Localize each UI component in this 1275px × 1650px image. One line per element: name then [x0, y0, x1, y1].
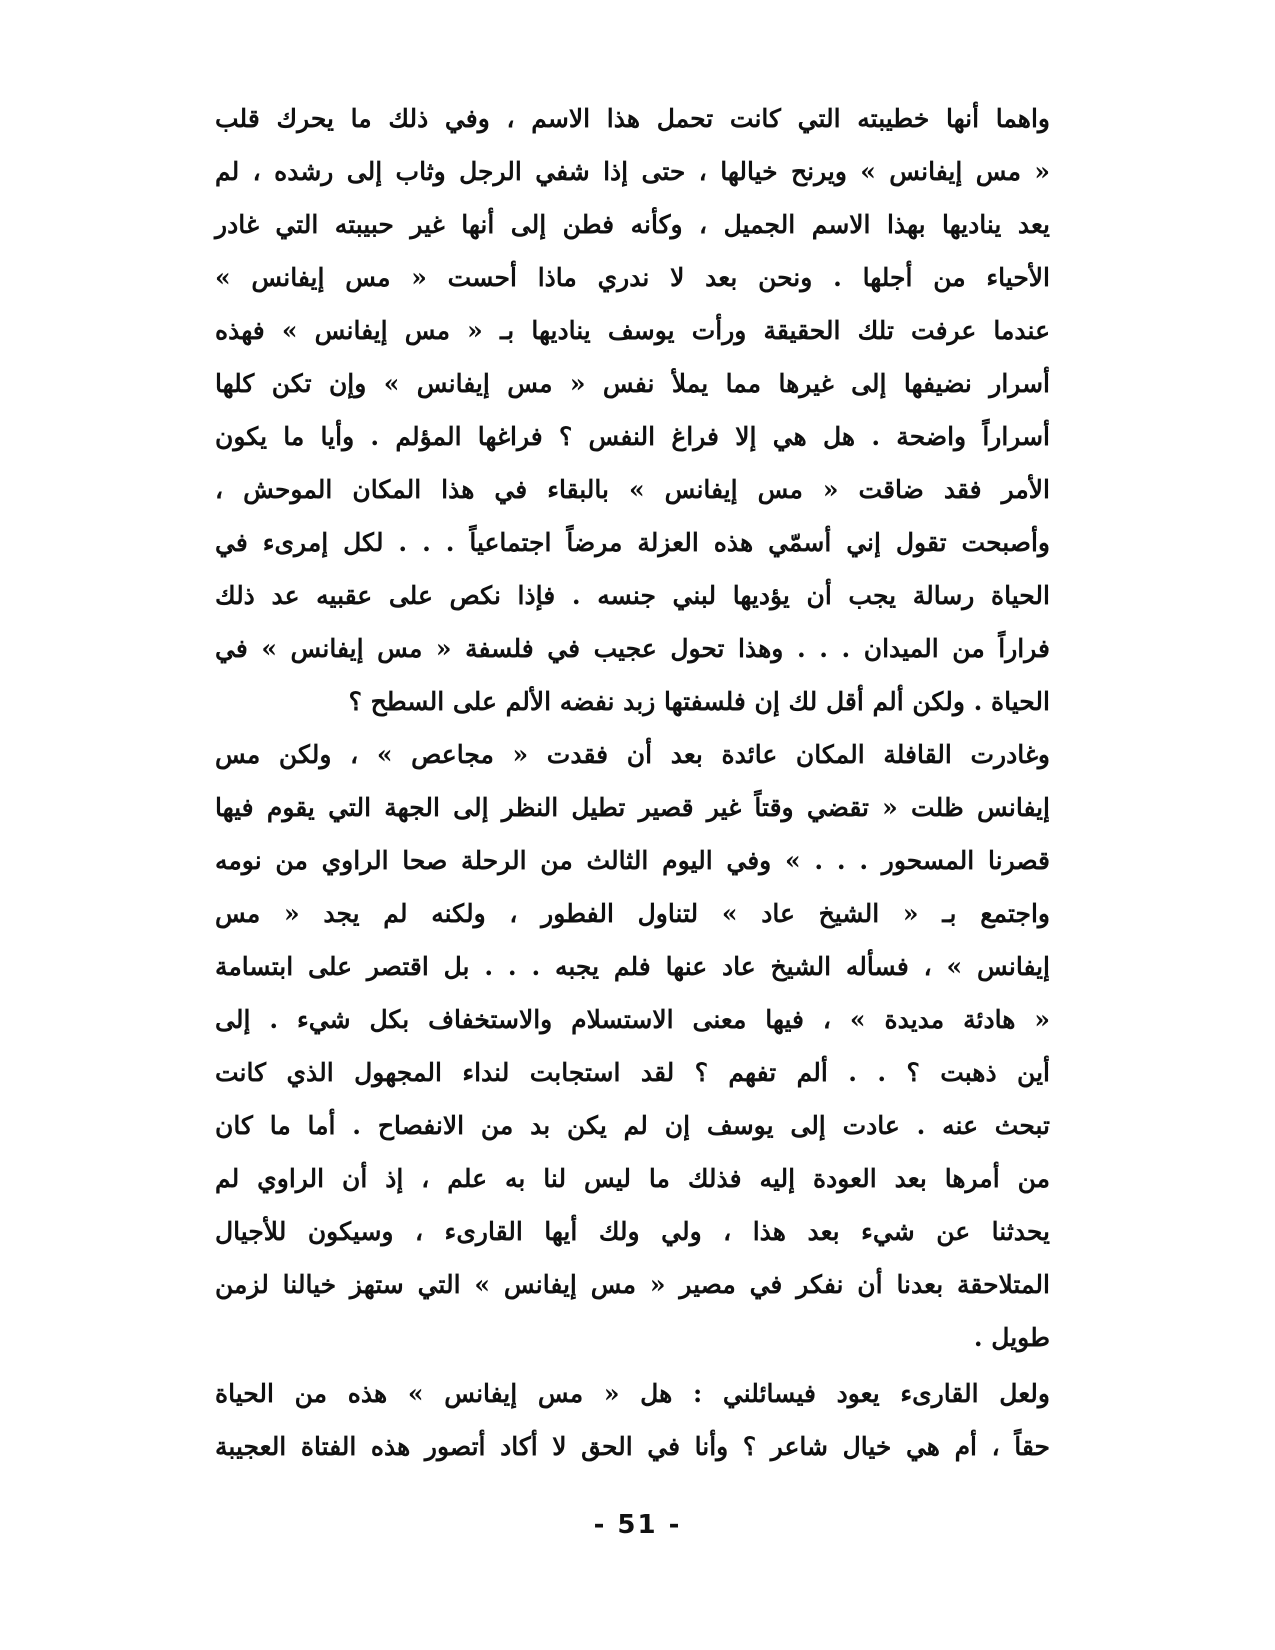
- text-line: يحدثنا عن شيء بعد هذا ، ولي ولك أيها القارىء ، وسيكون للأجيال: [215, 1217, 1050, 1246]
- text-line: وغادرت القافلة المكان عائدة بعد أن فقدت « مجاعص » ، ولكن مس: [215, 740, 1050, 769]
- text-line: وأصبحت تقول إني أسمّي هذه العزلة مرضاً اجتماعياً . . . لكل إمرىء في: [215, 528, 1050, 557]
- text-line: قصرنا المسحور . . . » وفي اليوم الثالث من الرحلة صحا الراوي من نومه: [215, 846, 1050, 875]
- text-line: تبحث عنه . عادت إلى يوسف إن لم يكن بد من الانفصاح . أما ما كان: [215, 1111, 1050, 1140]
- text-line: طويل .: [973, 1323, 1050, 1352]
- body-text: [215, 92, 1050, 1364]
- text-line: الأمر فقد ضاقت « مس إيفانس » بالبقاء في هذا المكان الموحش ،: [215, 475, 1050, 504]
- text-line: « هادئة مديدة » ، فيها معنى الاستسلام والاستخفاف بكل شيء . إلى: [215, 1005, 1050, 1034]
- text-line: واهما أنها خطيبته التي كانت تحمل هذا الاسم ، وفي ذلك ما يحرك قلب: [215, 104, 1050, 133]
- page-number: - 51 -: [593, 1510, 682, 1540]
- text-line: الحياة رسالة يجب أن يؤديها لبني جنسه . فإذا نكص على عقبيه عد ذلك: [215, 581, 1050, 610]
- text-line: يعد يناديها بهذا الاسم الجميل ، وكأنه فطن إلى أنها غير حبيبته التي غادر: [215, 210, 1050, 239]
- text-line: الحياة . ولكن ألم أقل لك إن فلسفتها زبد نفضه الألم على السطح ؟: [348, 687, 1050, 716]
- text-line: إيفانس ظلت « تقضي وقتاً غير قصير تطيل النظر إلى الجهة التي يقوم فيها: [215, 793, 1050, 822]
- text-line: فراراً من الميدان . . . وهذا تحول عجيب في فلسفة « مس إيفانس » في: [215, 634, 1050, 663]
- text-line: عندما عرفت تلك الحقيقة ورأت يوسف يناديها بـ « مس إيفانس » فهذه: [215, 316, 1050, 345]
- text-line: « مس إيفانس » ويرنح خيالها ، حتى إذا شفي الرجل وثاب إلى رشده ، لم: [215, 157, 1050, 186]
- text-line: الأحياء من أجلها . ونحن بعد لا ندري ماذا أحست « مس إيفانس »: [215, 263, 1050, 292]
- text-line: حقاً ، أم هي خيال شاعر ؟ وأنا في الحق لا أكاد أتصور هذه الفتاة العجيبة: [215, 1432, 1050, 1461]
- text-line: إيفانس » ، فسأله الشيخ عاد عنها فلم يجبه . . . بل اقتصر على ابتسامة: [215, 952, 1050, 981]
- text-line: المتلاحقة بعدنا أن نفكر في مصير « مس إيفانس » التي ستهز خيالنا لزمن: [215, 1270, 1050, 1299]
- text-line: أسراراً واضحة . هل هي إلا فراغ النفس ؟ فراغها المؤلم . وأيا ما يكون: [215, 422, 1050, 451]
- text-line: أسرار نضيفها إلى غيرها مما يملأ نفس « مس إيفانس » وإن تكن كلها: [215, 369, 1050, 398]
- text-line: ولعل القارىء يعود فيسائلني : هل « مس إيفانس » هذه من الحياة: [215, 1379, 1050, 1408]
- text-line: من أمرها بعد العودة إليه فذلك ما ليس لنا به علم ، إذ أن الراوي لم: [215, 1164, 1050, 1193]
- text-line: أين ذهبت ؟ . . ألم تفهم ؟ لقد استجابت لنداء المجهول الذي كانت: [215, 1058, 1050, 1087]
- text-line: واجتمع بـ « الشيخ عاد » لتناول الفطور ، ولكنه لم يجد « مس: [215, 899, 1050, 928]
- body-text-continued: [215, 1367, 1050, 1473]
